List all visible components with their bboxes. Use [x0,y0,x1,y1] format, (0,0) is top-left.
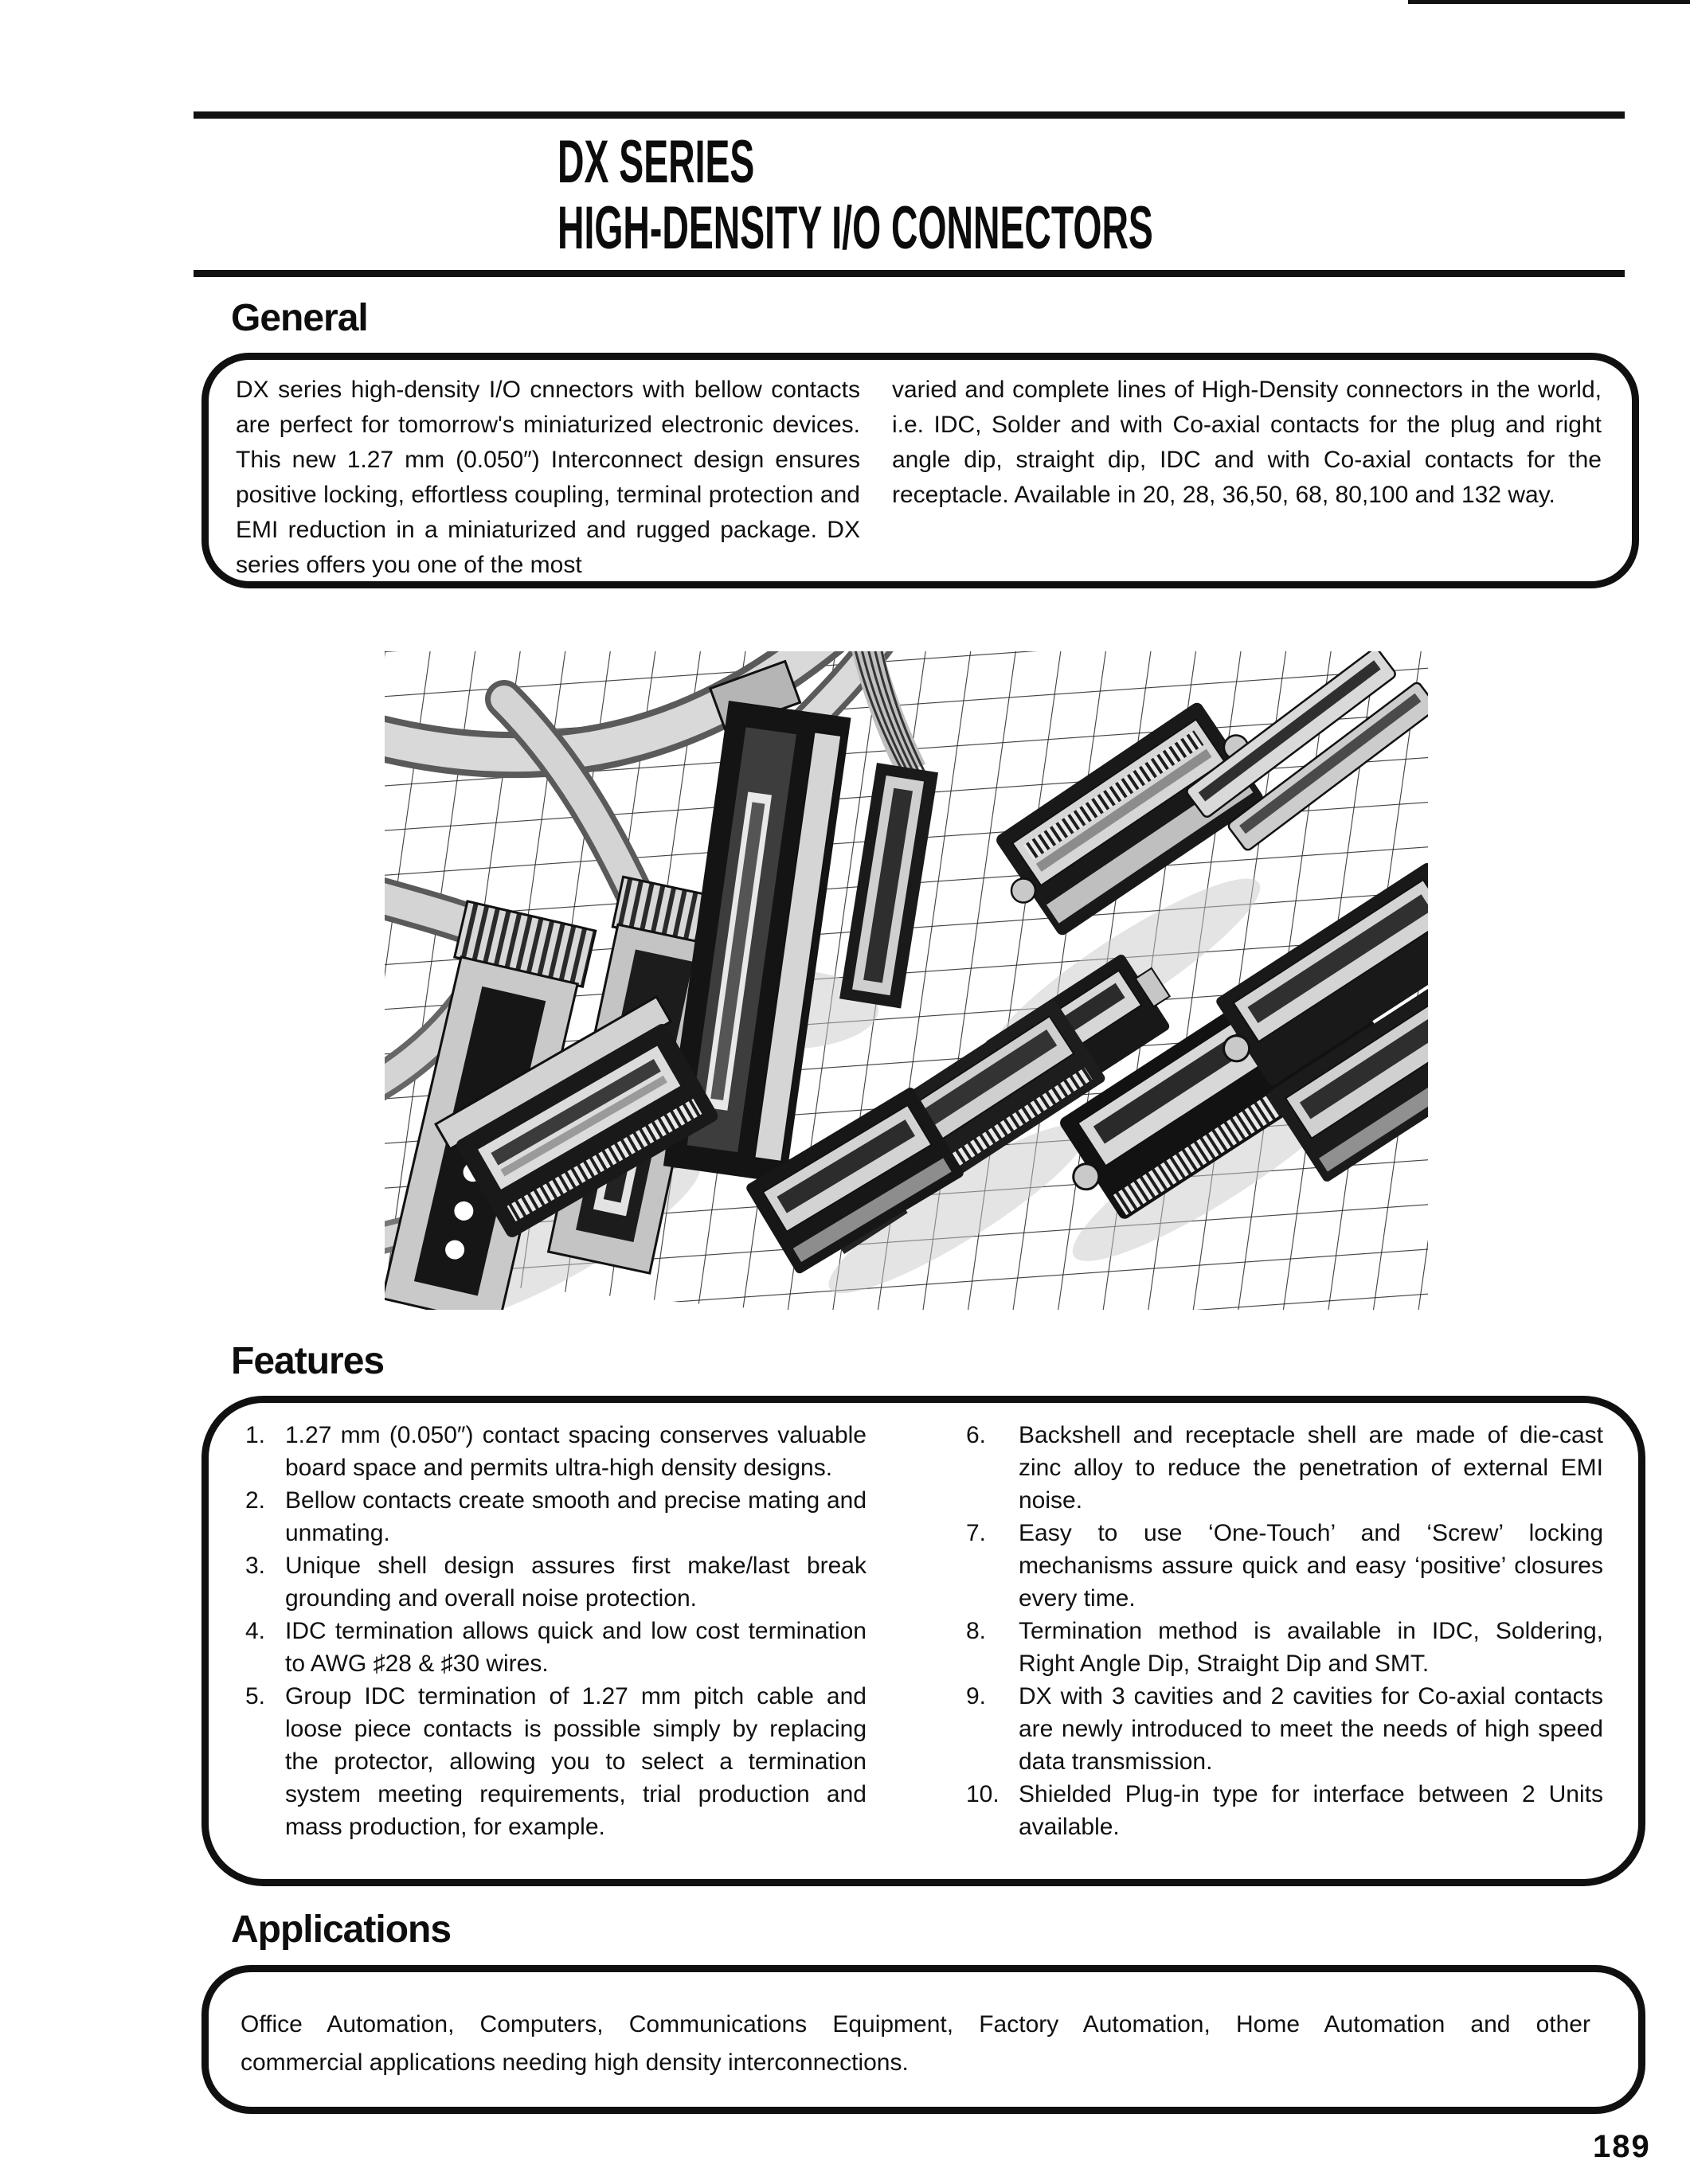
general-paragraph-right: varied and complete lines of High-Density connectors in the world, i.e. IDC, Solder and with Co-axial contacts for the plug and right angle dip, straight dip, IDC and with Co-axial contacts for the receptacle. Available in 20, 28, 36,50, 68, 80,100 and 132 way. [892,377,1602,508]
feature-item-2 [245,1484,867,1549]
page-title [557,129,1153,261]
features-heading: Features [231,1340,385,1382]
feature-text: Bellow contacts create smooth and precise mating and unmating. [285,1487,867,1546]
feature-item-3 [245,1549,867,1615]
feature-text: Easy to use ‘One-Touch’ and ‘Screw’ locking mechanisms assure quick and easy ‘positive’ closures every time. [1019,1520,1603,1612]
general-box [201,353,1639,588]
feature-number: 6. [966,1422,987,1448]
feature-text: 1.27 mm (0.050″) contact spacing conserves valuable board space and permits ultra-high density designs. [285,1422,867,1481]
feature-text: Unique shell design assures first make/last break grounding and overall noise protection. [285,1553,867,1612]
title-rule-bottom [194,270,1625,277]
features-column-left [245,1419,867,1879]
feature-item-4 [245,1615,867,1680]
feature-text: IDC termination allows quick and low cost termination to AWG ♯28 & ♯30 wires. [285,1618,867,1677]
feature-number: 7. [966,1520,987,1546]
applications-text-line1: Office Automation, Computers, Communications Equipment, Factory Automation, Home Automation and other [241,2011,1590,2037]
page-number: 189 [1593,2129,1651,2164]
feature-item-10 [966,1778,1603,1843]
feature-number: 4. [245,1618,266,1644]
feature-item-6 [966,1419,1603,1517]
applications-heading: Applications [231,1909,452,1951]
applications-box [201,1965,1645,2114]
feature-item-1 [245,1419,867,1484]
connectors-photo [385,651,1428,1310]
general-heading: General [231,297,368,339]
feature-number: 3. [245,1553,266,1579]
feature-number: 5. [245,1683,266,1709]
feature-item-5 [245,1680,867,1843]
title-rule-top [194,111,1625,119]
page-title-line2: HIGH-DENSITY I/O CONNECTORS [557,194,1153,262]
top-edge-rule [1408,0,1690,4]
feature-text: DX with 3 cavities and 2 cavities for Co-axial contacts are newly introduced to meet the needs of high speed data transmission. [1019,1683,1603,1775]
features-column-right [966,1419,1603,1879]
feature-number: 10. [966,1781,1000,1807]
feature-number: 2. [245,1487,266,1514]
feature-item-8 [966,1615,1603,1680]
feature-item-9 [966,1680,1603,1778]
page-title-line1: DX SERIES [557,128,755,196]
features-box [201,1396,1645,1886]
feature-text: Termination method is available in IDC, Soldering, Right Angle Dip, Straight Dip and SMT. [1019,1618,1603,1677]
connectors-photo-art [385,651,1428,1310]
applications-text-line2: commercial applications needing high density interconnections. [241,2049,909,2076]
general-paragraph-left: DX series high-density I/O cnnectors with bellow contacts are perfect for tomorrow's miniaturized electronic devices. This new 1.27 mm (0.050″) Interconnect design ensures positive locking, effortless coupling, terminal protection and EMI reduction in a miniaturized and rugged package. DX series offers you one of the most [236,377,860,578]
feature-text: Shielded Plug-in type for interface between 2 Units available. [1019,1781,1603,1840]
feature-number: 8. [966,1618,987,1644]
feature-text: Group IDC termination of 1.27 mm pitch cable and loose piece contacts is possible simply by replacing the protector, allowing you to select a termination system meeting requirements, trial production and mass production, for example. [285,1683,867,1840]
feature-number: 1. [245,1422,266,1448]
feature-text: Backshell and receptacle shell are made of die-cast zinc alloy to reduce the penetration of external EMI noise. [1019,1422,1603,1514]
feature-number: 9. [966,1683,987,1709]
feature-item-7 [966,1517,1603,1615]
